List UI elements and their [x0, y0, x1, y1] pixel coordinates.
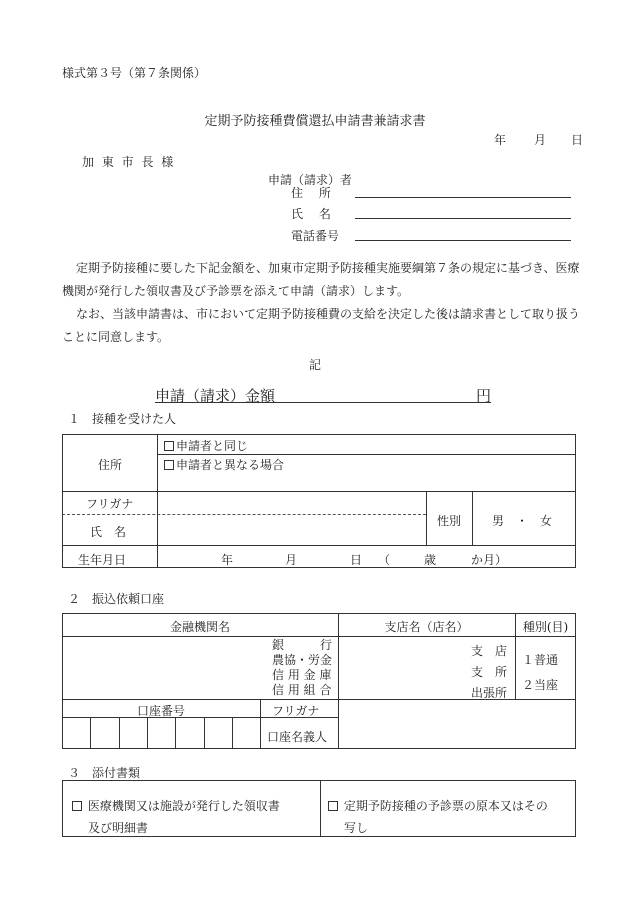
branch-type[interactable]: 出張所 [471, 686, 508, 700]
branch-type[interactable]: 支 店 [471, 644, 508, 658]
account-digit-divider [204, 717, 205, 749]
furigana-dashed-line [62, 514, 426, 515]
checkbox-icon[interactable] [164, 441, 174, 451]
checkbox-icon[interactable] [328, 801, 338, 811]
bank-type[interactable]: 銀 行 [272, 638, 333, 652]
bank-type-list [272, 638, 332, 698]
applicant-name-field[interactable] [355, 218, 571, 219]
addressee: 加 東 市 長 様 [82, 155, 176, 169]
section1-heading: １ 接種を受けた人 [68, 412, 177, 426]
amount-label: 申請（請求）金額 [155, 387, 276, 405]
applicant-phone-field[interactable] [355, 240, 571, 241]
ki-label: 記 [308, 358, 321, 372]
applicant-heading: 申請（請求）者 [268, 173, 353, 187]
account-holder-label: 口座名義人 [267, 730, 328, 744]
account-type-header: 種別(目) [522, 620, 569, 634]
account-type-option[interactable]: ２当座 [522, 678, 559, 692]
option-same-as-applicant[interactable] [164, 437, 248, 454]
account-number-label: 口座番号 [136, 704, 185, 718]
gender-label: 性別 [437, 514, 462, 528]
account-digit-divider [232, 717, 233, 749]
bank-type[interactable]: 信 用 組 合 [272, 683, 332, 697]
date-year-label: 年 [494, 133, 507, 147]
section3-heading: ３ 添付書類 [68, 766, 141, 780]
option-different-label: 申請者と異なる場合 [176, 458, 285, 472]
applicant-phone-label: 電話番号 [291, 229, 340, 243]
dob-label: 生年月日 [78, 553, 127, 567]
option-same-label: 申請者と同じ [176, 439, 249, 453]
dob-age: 歳 [424, 553, 437, 567]
applicant-name-label: 氏 名 [291, 207, 331, 221]
checkbox-icon[interactable] [72, 801, 82, 811]
attachment-questionnaire-line2: 写し [344, 821, 369, 835]
recipient-table-divider [426, 491, 427, 545]
amount-unit: 円 [476, 387, 492, 405]
body-paragraph-2: なお、当該申請書は、市において定期予防接種費の支給を決定した後は請求書として取り扱うことに同意します。 [62, 307, 581, 344]
dob-month: 月 [285, 553, 298, 567]
account-type-list [522, 648, 558, 698]
account-type-option[interactable]: １普通 [522, 653, 559, 667]
attachment-questionnaire[interactable] [328, 795, 548, 839]
recipient-table-line [62, 545, 576, 546]
checkbox-icon[interactable] [164, 460, 174, 470]
recipient-address-label: 住所 [98, 458, 123, 472]
account-digit-divider [119, 717, 120, 749]
date-day-label: 日 [571, 133, 584, 147]
recipient-table-line [157, 454, 576, 455]
dob-paren-open: （ [378, 553, 391, 567]
account-digit-divider [90, 717, 91, 749]
attachment-questionnaire-line1: 定期予防接種の予診票の原本又はその [343, 799, 548, 813]
bank-table-divider [260, 699, 261, 749]
attachments-divider [320, 780, 321, 837]
account-furigana-label: フリガナ [272, 704, 320, 718]
amount-field[interactable] [155, 402, 491, 403]
recipient-furigana-label: フリガナ [86, 497, 134, 511]
dob-day: 日 [350, 553, 363, 567]
branch-type[interactable]: 支 所 [471, 665, 508, 679]
bank-name-header: 金融機関名 [169, 620, 230, 634]
recipient-name-label: 氏 名 [90, 525, 127, 539]
branch-name-header: 支店名（店名） [384, 620, 469, 634]
dob-year: 年 [221, 553, 234, 567]
recipient-table-divider [472, 491, 473, 545]
dob-months: か月） [471, 553, 508, 567]
option-different-from-applicant[interactable] [164, 456, 284, 473]
date-month-label: 月 [534, 133, 547, 147]
section2-heading: ２ 振込依頼口座 [68, 592, 165, 606]
gender-options[interactable]: 男 ・ 女 [492, 514, 553, 528]
recipient-table-line [62, 491, 576, 492]
attachment-receipt[interactable] [72, 795, 280, 839]
applicant-address-field[interactable] [355, 197, 571, 198]
applicant-address-label: 住 所 [291, 186, 331, 200]
attachment-receipt-line1: 医療機関又は施設が発行した領収書 [87, 799, 280, 813]
account-digit-divider [175, 717, 176, 749]
body-paragraph-1: 定期予防接種に要した下記金額を、加東市定期予防接種実施要綱第７条の規定に基づき、医療機関が発行した領収書及び予診票を添えて申請（請求）します。 [62, 261, 580, 298]
bank-type[interactable]: 農協・労金 [272, 653, 333, 667]
branch-type-list [471, 641, 507, 704]
bank-type[interactable]: 信 用 金 庫 [272, 668, 332, 682]
bank-table-line [62, 636, 576, 637]
form-number: 様式第３号（第７条関係） [62, 66, 207, 80]
attachment-receipt-line2: 及び明細書 [88, 821, 149, 835]
document-title: 定期予防接種費償還払申請書兼請求書 [204, 114, 426, 129]
account-digit-divider [147, 717, 148, 749]
